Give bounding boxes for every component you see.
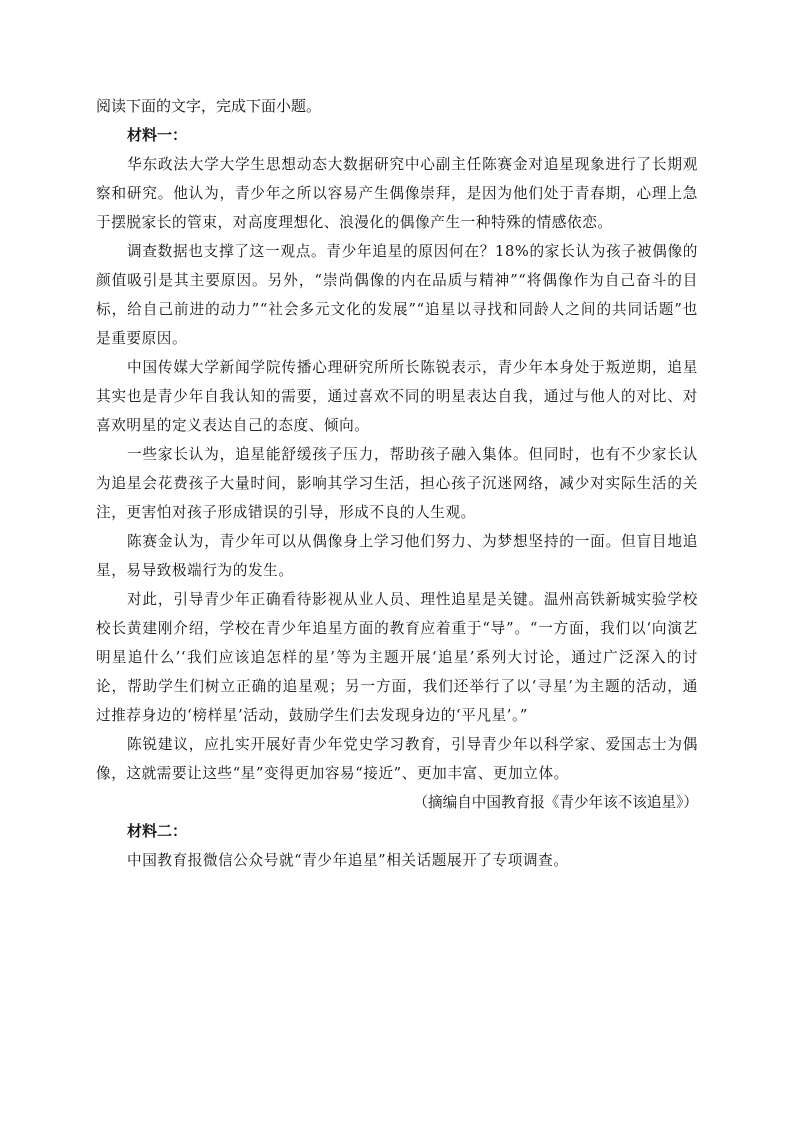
material-1-paragraph-1: 华东政法大学大学生思想动态大数据研究中心副主任陈赛金对追星现象进行了长期观察和研究。他认为，青少年之所以容易产生偶像崇拜，是因为他们处于青春期，心理上急于摆脱家长的管束，对高度理想化、浪漫化的偶像产生一种特殊的情感依恋。 — [96, 156, 698, 231]
reading-instruction: 阅读下面的文字，完成下面小题。 — [96, 97, 322, 115]
material-1-paragraph-7: 陈锐建议，应扎实开展好青少年党史学习教育，引导青少年以科学家、爱国志士为偶像，这就需要让这些“星”变得更加容易“接近”、更加丰富、更加立体。 — [96, 736, 698, 782]
material-1-paragraph-2: 调查数据也支撑了这一观点。青少年追星的原因何在？18%的家长认为孩子被偶像的颜值吸引是其主要原因。另外，“崇尚偶像的内在品质与精神”“将偶像作为自己奋斗的目标，给自己前进的动力”“社会多元文化的发展”“追星以寻找和同龄人之间的共同话题”也是重要原因。 — [96, 243, 698, 347]
material-2-heading: 材料二： — [127, 822, 188, 840]
material-1-paragraph-6: 对此，引导青少年正确看待影视从业人员、理性追星是关键。温州高铁新城实验学校校长黄建刚介绍，学校在青少年追星方面的教育应着重于“导”。“一方面，我们以‘向演艺明星追什么’‘我们应该追怎样的星’等为主题开展‘追星’系列大讨论，通过广泛深入的讨论，帮助学生们树立正确的追星观；另一方面，我们还举行了以‘寻星’为主题的活动，通过推荐身边的‘榜样星’活动，鼓励学生们去发现身边的‘平凡星’。” — [96, 591, 698, 724]
material-1-paragraph-4: 一些家长认为，追星能舒缓孩子压力，帮助孩子融入集体。但同时，也有不少家长认为追星会花费孩子大量时间，影响其学习生活，担心孩子沉迷网络，减少对实际生活的关注，更害怕对孩子形成错误的引导，形成不良的人生观。 — [96, 446, 698, 521]
material-2-paragraph-1: 中国教育报微信公众号就“青少年追星”相关话题展开了专项调查。 — [127, 852, 569, 869]
material-1-paragraph-3: 中国传媒大学新闻学院传播心理研究所所长陈锐表示，青少年本身处于叛逆期，追星其实也是青少年自我认知的需要，通过喜欢不同的明星表达自我，通过与他人的对比、对喜欢明星的定义表达自己的态度、倾向。 — [96, 359, 698, 434]
material-1-heading: 材料一： — [127, 126, 188, 144]
material-1-paragraph-5: 陈赛金认为，青少年可以从偶像身上学习他们努力、为梦想坚持的一面。但盲目地追星，易导致极端行为的发生。 — [96, 533, 698, 579]
document-page — [96, 92, 698, 875]
material-1-source: （摘编自中国教育报《青少年该不该追星》） — [413, 794, 698, 811]
